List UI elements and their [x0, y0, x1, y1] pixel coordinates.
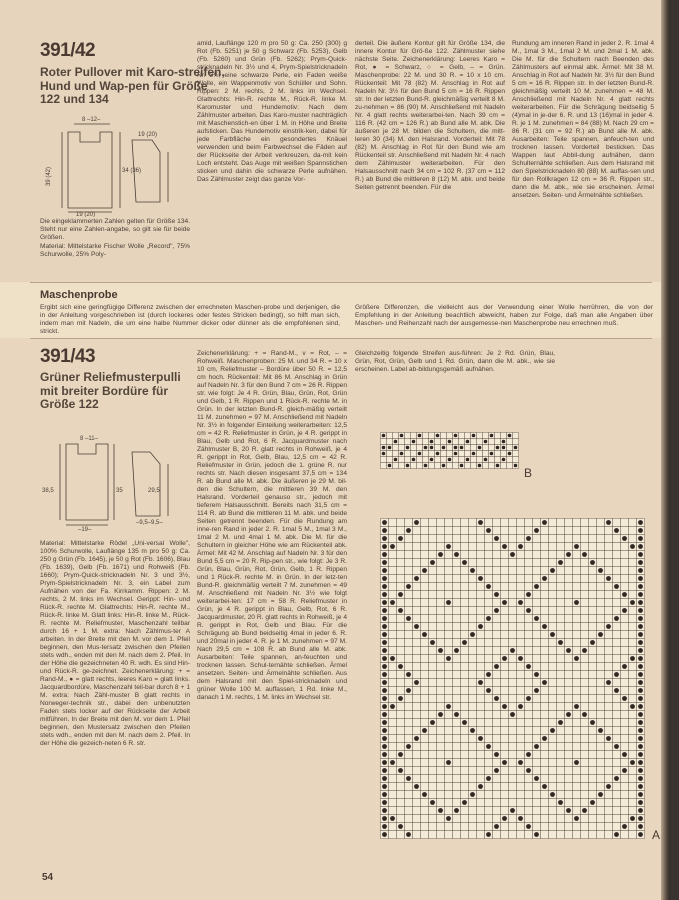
gauge-text-left: Ergibt sich eine geringfügige Differenz zwischen der errechneten Maschen-probe und derjenigen, die in der Anleitung vorgeschrieben ist (durch lockeres oder festes Stricken bedingt), so hilft man sich, indem man mit Nadeln, die um eine halbe Nummer dicker oder dünner als die empfohlenen sind, strickt. — [40, 304, 340, 335]
instructions-column-1: Material: Mittelstarke Rödel „Uni-versal Wolle", 100% Schurwolle, Lauflänge 135 m pro 50 g: Ca. 250 g Grün (Fb. 1645), je 50 g Rot (Fb. 1606), Blau (Fb. 1639), Gelb (Fb. 1671) und Rohweiß (Fb. 1660); Prym-Quick-stricknadeln Nr. 3 und 3½, Prym-Spielstricknadeln Nr. 3, ein Label zum Aufnähen von der Fa. Kirrkamm. Rippen: 2 M. rechts, 2 M. links im Wechsel. Gerippt: Hin- und Rück-R. rechte M. Glattrechts: Hin-R. rechte M., Rück-R. linke M. Glatt links: Hin-R. linke M., Rück-R. rechte M. Reliefmuster, Maschenzahl teilbar durch 16 + 1 M. extra: Nach Zählmus-ter A arbeiten. In der Breite mit den M. vor dem 1. Pfeil beginnen, den Mus-tersatz zwischen den Pfeilen stets wdh., enden mit den M. nach dem 2. Pfeil. In der Höhe die gezeichneten 40 R. wdh. Es sind Hin- und Rück-R. ge-zeichnet. Zeichenerklärung: + = Rand-M., ● = glatt rechts, leeres Karo = glatt links. Jacquardbordüre, Maschenzahl teil-bar durch 8 + 1 M. extra: Nach Zähl-muster B glatt rechts in Norweger-technik str., dabei den unbenutzten Faden stets locker auf der Rückseite der Arbeit mitführen. In der Breite mit den M. vor dem 1. Pfeil beginnen, den Mustersatz zwischen den Pfeilen stets wdh., enden mit den M. nach dem 2. Pfeil. In der Höhe die gezeich-neten 6 R. str. — [40, 540, 190, 747]
instructions-column-2: Zeichenerklärung: + = Rand-M., v = Rot, – = Rohweiß. Maschenproben: 25 M. und 34 R. = 10 x 10 cm, Reliefmuster – Bordüre über 50 R. = 12,5 cm hoch. Rückenteil: Mit 86 M. Anschlag in Grün auf Nadeln Nr. 3 für den Bund 7 cm = 26 R. Rippen str. wie folgt: Je 4 R. Grün, Blau, Grün, Rot, Grün und Gelb, 1 R. Rippen und 1 Rück-R. rechte M. in Grün. In der letzten Bund-R. gleich-mäßig verteilt 11 M. zunehmen = 97 M. Anschließend mit Nadeln Nr. 3½ in folgender Einteilung weiterarbeiten: 12,5 cm = 42 R. Reliefmuster in Grün, je 4 R. gerippt in Blau, Gelb und Rot, 6 R. Jacquardmuster nach Zählmuster B, 20 R. glatt rechts in Rohweiß, je 4 R. gerippt in Rot, Gelb, Blau, 12,5 cm = 42 R. Reliefmuster in Grün, jedoch die 1. grüne R. nur rechts str. Nach diesen insgesamt 37,5 cm = 134 R. ab Bund alle M. abk. Die äußeren je 29 M. bil-den die Schultern, die mittleren 39 M. den Halsrand. Vorderteil genauso str., jedoch mit tieferem Halsausschnitt. Bereits nach 31,5 cm = 114 R. ab Bund die mittleren 11 M. abk. und beide Seiten getrennt beenden. Für die Rundung am inne-ren Rand in jeder 2. R. 1mal 5 M., 1mal 3 M., 1mal 2 M. und 4mal 1 M. abk. Die M. für die Schultern in gleicher Höhe wie am Rückenteil abk. Ärmel: Mit 42 M. Anschlag auf Nadeln Nr. 3 für den Bund 5,5 cm = 20 R. Rip-pen str., wie folgt: Je 3 R. Grün, Blau, Grün, Rot, Grün, Gelb, 1 R. Rippen und 1 Rück-R. rechte M. in Grün. In der letz-ten Bund-R. gleichmäßig verteilt 7 M. zunehmen = 49 M. Anschließend mit Nadeln Nr. 3½ wie folgt weiterarbei-ten: 17 cm = 58 R. Reliefmuster in Grün, je 4 R. gerippt in Blau, Gelb, Rot, 6 R. Jacquardmuster, 20 R. glatt rechts in Rohweiß, je 4 R. gerippt in Rot, Gelb und Blau. Für die Schrägung ab Bund beidseitig 4mal in jeder 6. R. und 20mal in jeder 4. R. je 1 M. zunehmen = 97 M. Nach 29,5 cm = 108 R. ab Bund alle M. abk. Ausarbeiten: Teile spannen, an-feuchten und trocknen lassen. Schul-ternähte schließen. Ärmel ansetzen. Seiten- und Ärmelnähte schließen. Aus dem Halsrand mit den Spiel-stricknadeln und grüner Wolle 100 M. auffassen, 1 Rd. linke M., danach 1 M. rechts, 1 M. links im Wechsel str. — [197, 350, 347, 701]
svg-text:19 (20): 19 (20) — [76, 212, 96, 217]
svg-text:29,5: 29,5 — [148, 488, 160, 494]
stitch-chart-b — [380, 432, 520, 492]
chart-a-label: A — [652, 828, 661, 842]
gauge-text-right: Größere Differenzen, die vielleicht aus der Verwendung einer Wolle herrühren, die von der Empfehlung in der Anleitung beachtlich abweicht, haben zur Folge, daß man alle Angaben über Maschen- und Reihenzahl nach der ausgemesse-nen Maschenprobe neu errechnen muß. — [355, 304, 653, 327]
section-divider — [30, 282, 652, 283]
instructions-column-2: amid, Lauflänge 120 m pro 50 g: Ca. 250 (300) g Rot (Fb. 5251) je 50 g Schwarz (Fb. 5253), Gelb (Fb. 5260) und Grün (Fb. 5262); Prym-Quick-stricknadeln Nr. 3½ und 4, Prym-Spielstricknadeln Nr. 3½, eine schwarze Perle, ein Faden weiße Wolle, ein Wappenmotiv von Schüller und Sohn. Rippen: 2 M. rechts, 2 M. links im Wechsel. Glattrechts: Hin-R. rechte M., Rück-R. linke M. Karomuster und Hundemotiv: Nach dem Zählmuster arbeiten. Das Karo-muster nachträglich mit Maschenstich-en über 1 M. in Höhe und Breite aufsticken. Das Hundemotiv einstrik-ken, dabei für jede Farbfläche ein gesondertes Knäuel verwenden und beim Farbwechsel die Fäden auf der Rückseite der Arbeit verkreuzen, da-mit kein Loch entsteht. Das Auge mit weißen Spannstichen sticken und dahin die schwarze Perle aufnähen. Das Zählmuster zeigt das ganze Vor- — [197, 40, 347, 183]
gauge-heading: Maschenprobe — [40, 289, 118, 301]
pattern-title: Grüner Reliefmusterpulli mit breiter Bordüre für Größe 122 — [40, 370, 181, 411]
svg-text:38,5: 38,5 — [42, 488, 54, 494]
page-number: 54 — [42, 872, 54, 883]
schematic-diagram — [40, 112, 190, 217]
page-binding — [661, 0, 670, 900]
svg-text:8 –12–: 8 –12– — [82, 117, 101, 123]
section-divider — [30, 338, 652, 339]
pattern-number: 391/42 — [40, 40, 96, 61]
svg-text:19 (20): 19 (20) — [138, 132, 158, 138]
chart-b-label: B — [524, 466, 533, 480]
instructions-column-3: Gleichzeitig folgende Streifen aus-führen: Je 2 Rd. Grün, Blau, Grün, Rot, Grün, Gelb und 1 Rd. Grün, dann die M. abk., wie sie erscheinen. Label ab-bildungsgemäß aufnähen. — [355, 350, 555, 373]
svg-text:–9,5–9,5–: –9,5–9,5– — [136, 520, 163, 526]
svg-text:35: 35 — [116, 488, 123, 494]
stitch-chart-a — [380, 518, 646, 848]
pattern-caption: Die eingeklammerten Zahlen gelten für Größe 134. Steht nur eine Zahlen-angabe, so gilt sie für beide Größen. — [40, 218, 190, 241]
pattern-material: Material: Mittelstarke Fischer Wolle „Record", 75% Schurwolle, 25% Poly- — [40, 243, 190, 258]
svg-text:39 (42): 39 (42) — [46, 166, 52, 186]
svg-text:–19–: –19– — [78, 527, 92, 532]
svg-text:34 (36): 34 (36) — [122, 168, 142, 174]
schematic-diagram — [40, 432, 190, 532]
svg-text:8 –11–: 8 –11– — [80, 436, 98, 442]
pattern-number: 391/43 — [40, 346, 96, 367]
instructions-column-4: Rundung am inneren Rand in jeder 2. R. 1mal 4 M., 1mal 3 M., 1mal 2 M. und 2mal 1 M. abk. Die M. für die Schultern nach Beenden des Zählmusters auf einmal abk. Ärmel: Mit 38 M. Anschlag in Rot auf Nadeln Nr. 3½ für den Bund 5 cm = 16 R. Rippen str. In der letzten Bund-R. gleichmäßig verteilt 10 M. zunehmen = 48 M. Anschließend mit Nadeln Nr. 4 glatt rechts weiterarbeiten. Für die Schrägung beidseitig 5 (4)mal in je-der 6. R. und 13 (16)mal in jeder 4. R. je 1 M. zunehmen = 84 (88) M. Nach 29 cm = 86 R. (31 cm = 92 R.) ab Bund alle M. abk. Ausarbeiten: Teile spannen, anfeuch-ten und trocknen lassen. Vorderteil besticken. Das Wappen laut Abbil-dung aufnähen, dann Schulternähte schließen. Aus dem Halsrand mit den Spielstricknadeln 80 (88) M. auffas-sen und für den Rollkragen 12 cm = 36 R. Rippen str., dann die M. abk., wie sie erscheinen. Ärmel ansetzen. Seiten- und Ärmelnähte schließen. — [512, 40, 654, 199]
instructions-column-3: derteil. Die äußere Kontur gilt für Größe 134, die innere Kontur für Grö-ße 122. Zählmuster siehe nächste Seite. Zeichenerklärung: Leeres Karo = Rot, ● = Schwarz, ○ = Gelb, – = Grün. Maschenprobe: 22 M. und 30 R. = 10 x 10 cm. Rückenteil: Mit 78 (82) M. Anschlag in Rot auf Nadeln Nr. 3½ für den Bund 5 cm = 16 R. Rippen str. In der letzten Bund-R. gleichmäßig verteilt 8 M. zu-nehmen = 86 (90) M. Anschließend mit Nadeln Nr. 4 glatt rechts weiterarbei-ten. Nach 39 cm = 116 R. (42 cm = 126 R.) ab Bund alle M. abk. Die äußeren je 28 M. bilden die Schultern, die mitt-leren 30 (34) M. den Halsrand. Vorderteil: Mit 78 (82) M. Anschlag in Rot für den Bund wie am Rückenteil str. Anschließend mit Nadeln Nr. 4 nach dem Zählmuster weiterarbeiten. Für den Halsausschnitt nach 34 cm = 102 R. (37 cm = 112 R.) ab Bund die mittleren 8 (12) M. abk. und beide Seiten getrennt beenden. Für die — [355, 40, 505, 191]
pattern-title: Roter Pullover mit Karo-streifen, Hund und Wap-pen für Größe 122 und 134 — [40, 65, 225, 106]
